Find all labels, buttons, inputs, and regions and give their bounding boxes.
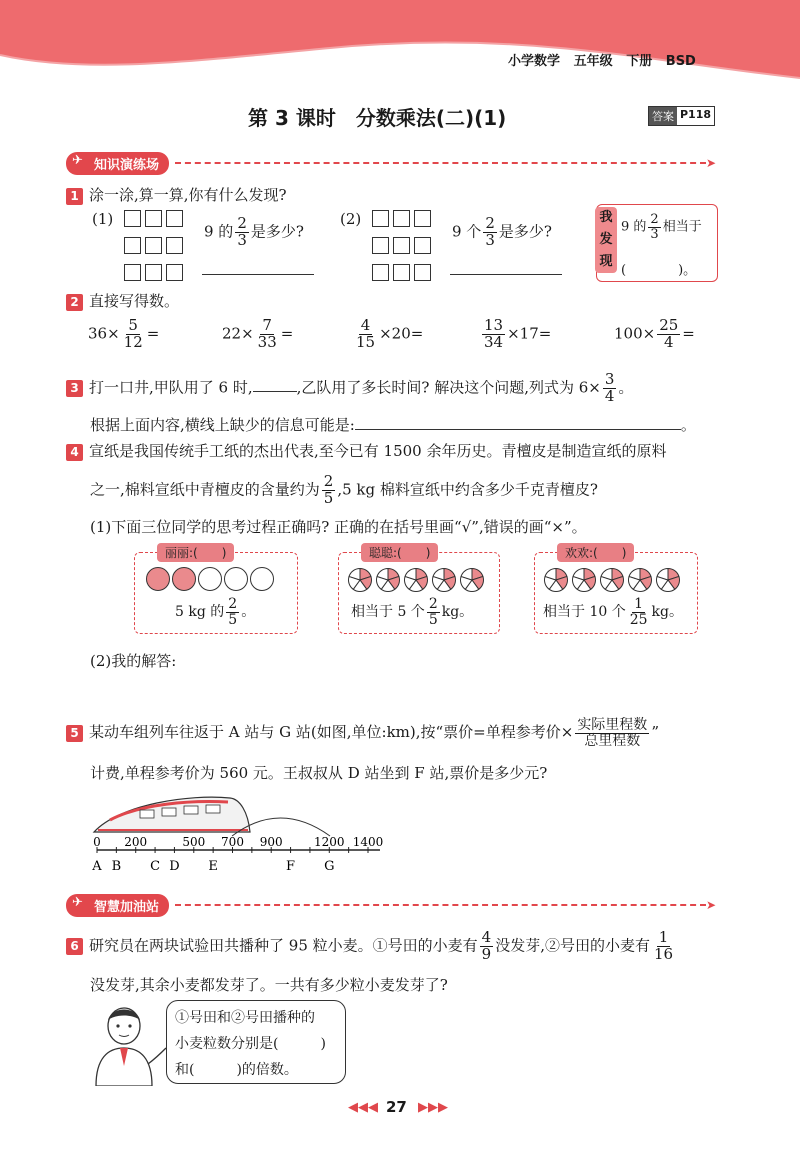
tick-label: 700 xyxy=(221,835,244,849)
q1-part1-grid xyxy=(122,210,194,285)
tick-label: 900 xyxy=(259,835,283,849)
page-title: 第 3 课时 分数乘法(二)(1) xyxy=(248,106,507,130)
q4-line2: 之一,棉料宣纸中青檀皮的含量约为 $\frac{2}{5}$ ,5 kg 棉料宣纸中约含多少千克青檀皮? xyxy=(90,472,598,507)
tick-label: 1200 xyxy=(314,835,345,849)
station-label: F xyxy=(286,859,296,874)
station-label: C xyxy=(150,859,161,874)
arrow-icon: ➤ xyxy=(705,898,716,912)
q2-prompt: 2 直接写得数。 xyxy=(66,290,179,311)
station-label: D xyxy=(169,859,180,874)
pie-wheels-congcong xyxy=(347,567,487,597)
q6-line2: 没发芽,其余小麦都发芽了。一共有多少粒小麦发芽了? xyxy=(90,976,448,994)
q4-sub1: (1)下面三位同学的思考过程正确吗? 正确的在括号里画“√”,错误的画“×”。 xyxy=(90,518,587,536)
box-lili: 丽丽:( ) 5 kg 的 $\frac{2}{5}$ 。 xyxy=(134,552,298,634)
speech-bubble: ①号田和②号田播种的 小麦粒数分别是( ) 和( )的倍数。 xyxy=(166,1000,346,1084)
page-number: 27 xyxy=(386,1098,407,1116)
header-info: 小学数学 五年级 下册 BSD xyxy=(508,54,696,69)
pie-wheel xyxy=(545,569,568,592)
pie-wheel xyxy=(657,569,680,592)
station-label: B xyxy=(111,859,122,874)
tick-label: 500 xyxy=(182,835,206,849)
q3-answer-line[interactable] xyxy=(355,429,681,430)
box-lili-tag: 丽丽:( ) xyxy=(157,543,234,562)
rocket-icon: ✈ xyxy=(72,152,83,168)
footer-left-arrows: ◀◀◀ xyxy=(348,1100,378,1115)
q4-sub2: (2)我的解答: xyxy=(90,652,177,670)
section-bonus: ✈ 智慧加油站 ➤ xyxy=(66,894,716,916)
box-congcong: 聪聪:( ) 相当于 5 个 $\frac{2}{5}$ kg。 xyxy=(338,552,500,634)
pie-wheel xyxy=(461,569,484,592)
discover-box: 我发现 9 的 $\frac{2}{3}$ 相当于 ( )。 xyxy=(596,204,718,282)
rocket-icon: ✈ xyxy=(72,894,83,910)
q6-line1: 6 研究员在两块试验田共播种了 95 粒小麦。①号田的小麦有 $\frac{4}{9}$ 没发芽,②号田的小麦有 $\frac{1}{16}$ xyxy=(66,930,677,963)
box-congcong-tag: 聪聪:( ) xyxy=(361,543,438,562)
footer-right-arrows: ▶▶▶ xyxy=(418,1100,448,1115)
pie-wheels-huanhuan xyxy=(543,567,683,597)
q5-line1: 5 某动车组列车往返于 A 站与 G 站(如图,单位:km),按“票价=单程参考价× $\frac{\text{实际里程数}}{\text{总里程数}}$ ” xyxy=(66,718,659,748)
tick-label: 1400 xyxy=(352,835,384,849)
q2-items: 36× $\frac{5}{12}$ = 22× $\frac{7}{33}$ = $\frac{4}{15}$ ×20= $\frac{13}{34}$ ×17= 100× $\frac{25}{4}$ = xyxy=(88,316,695,351)
q5-line2: 计费,单程参考价为 560 元。王叔叔从 D 站坐到 F 站,票价是多少元? xyxy=(90,764,548,782)
pie-wheel xyxy=(629,569,652,592)
pie-wheel xyxy=(377,569,400,592)
discover-label: 我发现 xyxy=(595,207,617,273)
q3-line2: 根据上面内容,横线上缺少的信息可能是: 。 xyxy=(90,416,696,434)
section-practice: ✈ 知识演练场 ➤ xyxy=(66,152,716,174)
station-label: E xyxy=(208,859,218,874)
pie-wheel xyxy=(573,569,596,592)
answer-badge: 答案 P118 xyxy=(648,106,715,126)
pie-wheel xyxy=(433,569,456,592)
station-label: A xyxy=(92,859,102,874)
q3-line1: 3 打一口井,甲队用了 6 时, ,乙队用了多长时间? 解决这个问题,列式为 6× $\frac{3}{4}$ 。 xyxy=(66,372,633,405)
station-label: G xyxy=(324,859,335,874)
q1-part2-answer-line[interactable] xyxy=(450,274,562,275)
box-huanhuan: 欢欢:( ) 相当于 10 个 $\frac{1}{25}$ kg。 xyxy=(534,552,698,634)
arrow-icon: ➤ xyxy=(705,156,716,170)
circles-lili xyxy=(145,567,275,591)
tick-label: 0 xyxy=(93,835,101,849)
pie-wheel xyxy=(349,569,372,592)
tick-label: 200 xyxy=(124,835,148,849)
q1-part2-grid xyxy=(370,210,442,285)
pie-wheel xyxy=(601,569,624,592)
q3-blank[interactable] xyxy=(253,391,297,392)
pie-wheel xyxy=(405,569,428,592)
train-number-line xyxy=(80,790,400,890)
q1-prompt: 1 涂一涂,算一算,你有什么发现? xyxy=(66,184,287,205)
box-huanhuan-tag: 欢欢:( ) xyxy=(557,543,634,562)
teacher-icon xyxy=(86,1004,176,1086)
q4-line1: 4 宣纸是我国传统手工纸的杰出代表,至今已有 1500 余年历史。青檀皮是制造宣纸的原料 xyxy=(66,440,666,461)
header-band xyxy=(0,0,800,95)
train-icon xyxy=(94,797,250,832)
q1-part1-answer-line[interactable] xyxy=(202,274,314,275)
